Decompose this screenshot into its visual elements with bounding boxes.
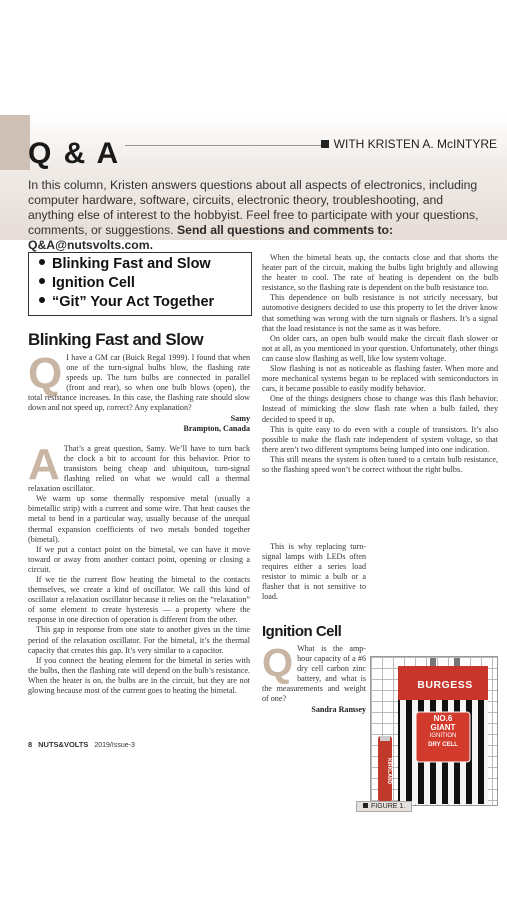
drop-cap-q: Q <box>262 641 294 685</box>
answer-paragraph: If we tie the current flow heating the bimetal to the contacts themselves, we create a kind of oscillator. We call this kind of oscillator a relaxation oscillator because it relies on the “relaxation” of some element to create hysteresis — a property where the response in one direction of operation is different from the other. <box>28 574 250 625</box>
page-number: 8 <box>28 740 33 749</box>
right-column <box>262 253 498 475</box>
answer-paragraph: A That’s a great question, Samy. We’ll have to turn back the clock a bit to account for this behavior. Prior to transistors being cheap and ubiquitous, turn-signal flashing relied on what we would call a thermal relaxation oscillator. <box>28 439 250 494</box>
answer-paragraph: On older cars, an open bulb would make the circuit flash slower or not at all, as you mentioned in your question. Unfortunately, other things can cause slow flashing as well, like low system voltage. <box>262 333 498 363</box>
figure-caption: FIGURE 1. <box>356 801 412 812</box>
square-bullet-icon <box>321 140 329 148</box>
battery-brand: BURGESS <box>417 679 473 691</box>
topic-item: Blinking Fast and Slow <box>39 255 251 274</box>
drop-cap-a: A <box>28 439 60 489</box>
question-paragraph: Q What is the amp-hour capacity of a #6 dry cell carbon zinc battery, and what is the measurements and weight of one? <box>262 641 366 704</box>
battery-label: NO.6 GIANT IGNITION DRY CELL <box>428 714 458 748</box>
bullet-icon <box>39 259 45 265</box>
answer-paragraph: This is quite easy to do even with a couple of transistors. It’s also possible to make the flash rate independent of system voltage, so that there aren’t two different symptoms being lumped into one indication. <box>262 424 498 454</box>
answer-paragraph: This dependence on bulb resistance is not strictly necessary, but automotive designers decided to use this property to let the driver know that something was wrong with the turn signals or flashers. It’s a signal that the load resistance is not the same as it was before. <box>262 293 498 333</box>
intro-text: In this column, Kristen answers questions about all aspects of electronics, including computer hardware, software, circuits, electronic theory, troubleshooting, and anything else of interest to the hobbyist. Feel free to participate with your questions, comments, or suggestions. <box>28 178 479 237</box>
topic-item: Ignition Cell <box>39 274 251 293</box>
ignition-question <box>262 641 366 715</box>
left-column <box>28 349 250 696</box>
drop-cap-q: Q <box>28 349 63 398</box>
issue-number: 2019/Issue-3 <box>94 742 135 749</box>
right-column-narrow <box>262 542 366 603</box>
magazine-name: NUTS&VOLTS <box>38 740 89 749</box>
answer-paragraph: This still means the system is often tuned to a certain bulb resistance, so the flashing speed won’t be correct without the right bulbs. <box>262 454 498 474</box>
answer-paragraph: One of the things designers chose to change was this flash behavior. Instead of mimicking the slow flash rate when a bulb failed, they decided to speed it up. <box>262 394 498 424</box>
answer-paragraph: This is why replacing turn-signal lamps with LEDs often requires either a series load resistor to mimic a bulb or a flasher that is not sensitive to load. <box>262 542 366 602</box>
small-battery-label: KIRKLAND <box>386 757 392 785</box>
magazine-page <box>0 115 507 810</box>
intro-contact[interactable]: Send all questions and comments to: Q&A@nutsvolts.com. <box>28 223 394 252</box>
intro-paragraph <box>28 178 488 253</box>
answer-paragraph: We warm up some thermally responsive metal (usually a bimetallic strip) with a current and some wire. That heat causes the metal to bend in a particular way, usually because of the unequal thermal expansion coefficients of two metals bonded together (bimetal). <box>28 494 250 544</box>
bullet-icon <box>39 297 45 303</box>
header-rule <box>125 145 325 146</box>
questioner-name: Sandra Ramsey <box>311 704 366 714</box>
topics-box <box>28 252 252 316</box>
bullet-icon <box>39 278 45 284</box>
page-footer <box>28 740 135 749</box>
author-name: WITH KRISTEN A. McINTYRE <box>333 137 497 151</box>
questioner-location: Brampton, Canada <box>183 423 250 433</box>
answer-paragraph: If you connect the heating element for the bimetal in series with the bulbs, then the flashing rate will depend on the bulb’s resistance. When the heater is on, the bulbs are in the circuit, but they are not glowing because most of the current goes to heating the bimetal. <box>28 655 250 695</box>
answer-paragraph: This gap in response from one state to another gives us the time period of the relaxation oscillator. For the bimetal, it’s the thermal capacity that creates this gap. It’s very similar to a capacitor. <box>28 625 250 655</box>
figure-1 <box>370 656 498 812</box>
answer-paragraph: When the bimetal heats up, the contacts close and that shorts the heater part of the circuit, making the bulbs light brightly and allowing the heater to cool. The rate of heating is dependent on the bulb resistance, so the flashing rate is dependent on the bulb resistance too. <box>262 253 498 293</box>
answer-paragraph: Slow flashing is not as noticeable as flashing faster. When more and more mechanical systems began to be replaced with semiconductors in cars, it became possible to easily modify behavior. <box>262 364 498 394</box>
questioner-name: Samy <box>230 413 250 423</box>
column-title: Q & A <box>28 137 121 170</box>
square-bullet-icon <box>363 803 368 808</box>
column-author <box>321 137 497 151</box>
topic-item: “Git” Your Act Together <box>39 293 251 312</box>
article-heading: Ignition Cell <box>262 623 342 640</box>
header-accent-block <box>0 115 30 170</box>
answer-paragraph: If we put a contact point on the bimetal, we can have it move toward or away from another contact point, opening or closing a circuit. <box>28 544 250 574</box>
question-paragraph: Q I have a GM car (Buick Regal 1999). I found that when one of the turn-signal bulbs blow, the flashing rate speeds up. The turn bulbs are connected in parallel (front and rear), so when one bulb blows (open), the total resistance increases. In this case, the flashing rate should slow down and not speed up, correct? Any explanation? <box>28 349 250 413</box>
article-heading: Blinking Fast and Slow <box>28 330 204 349</box>
